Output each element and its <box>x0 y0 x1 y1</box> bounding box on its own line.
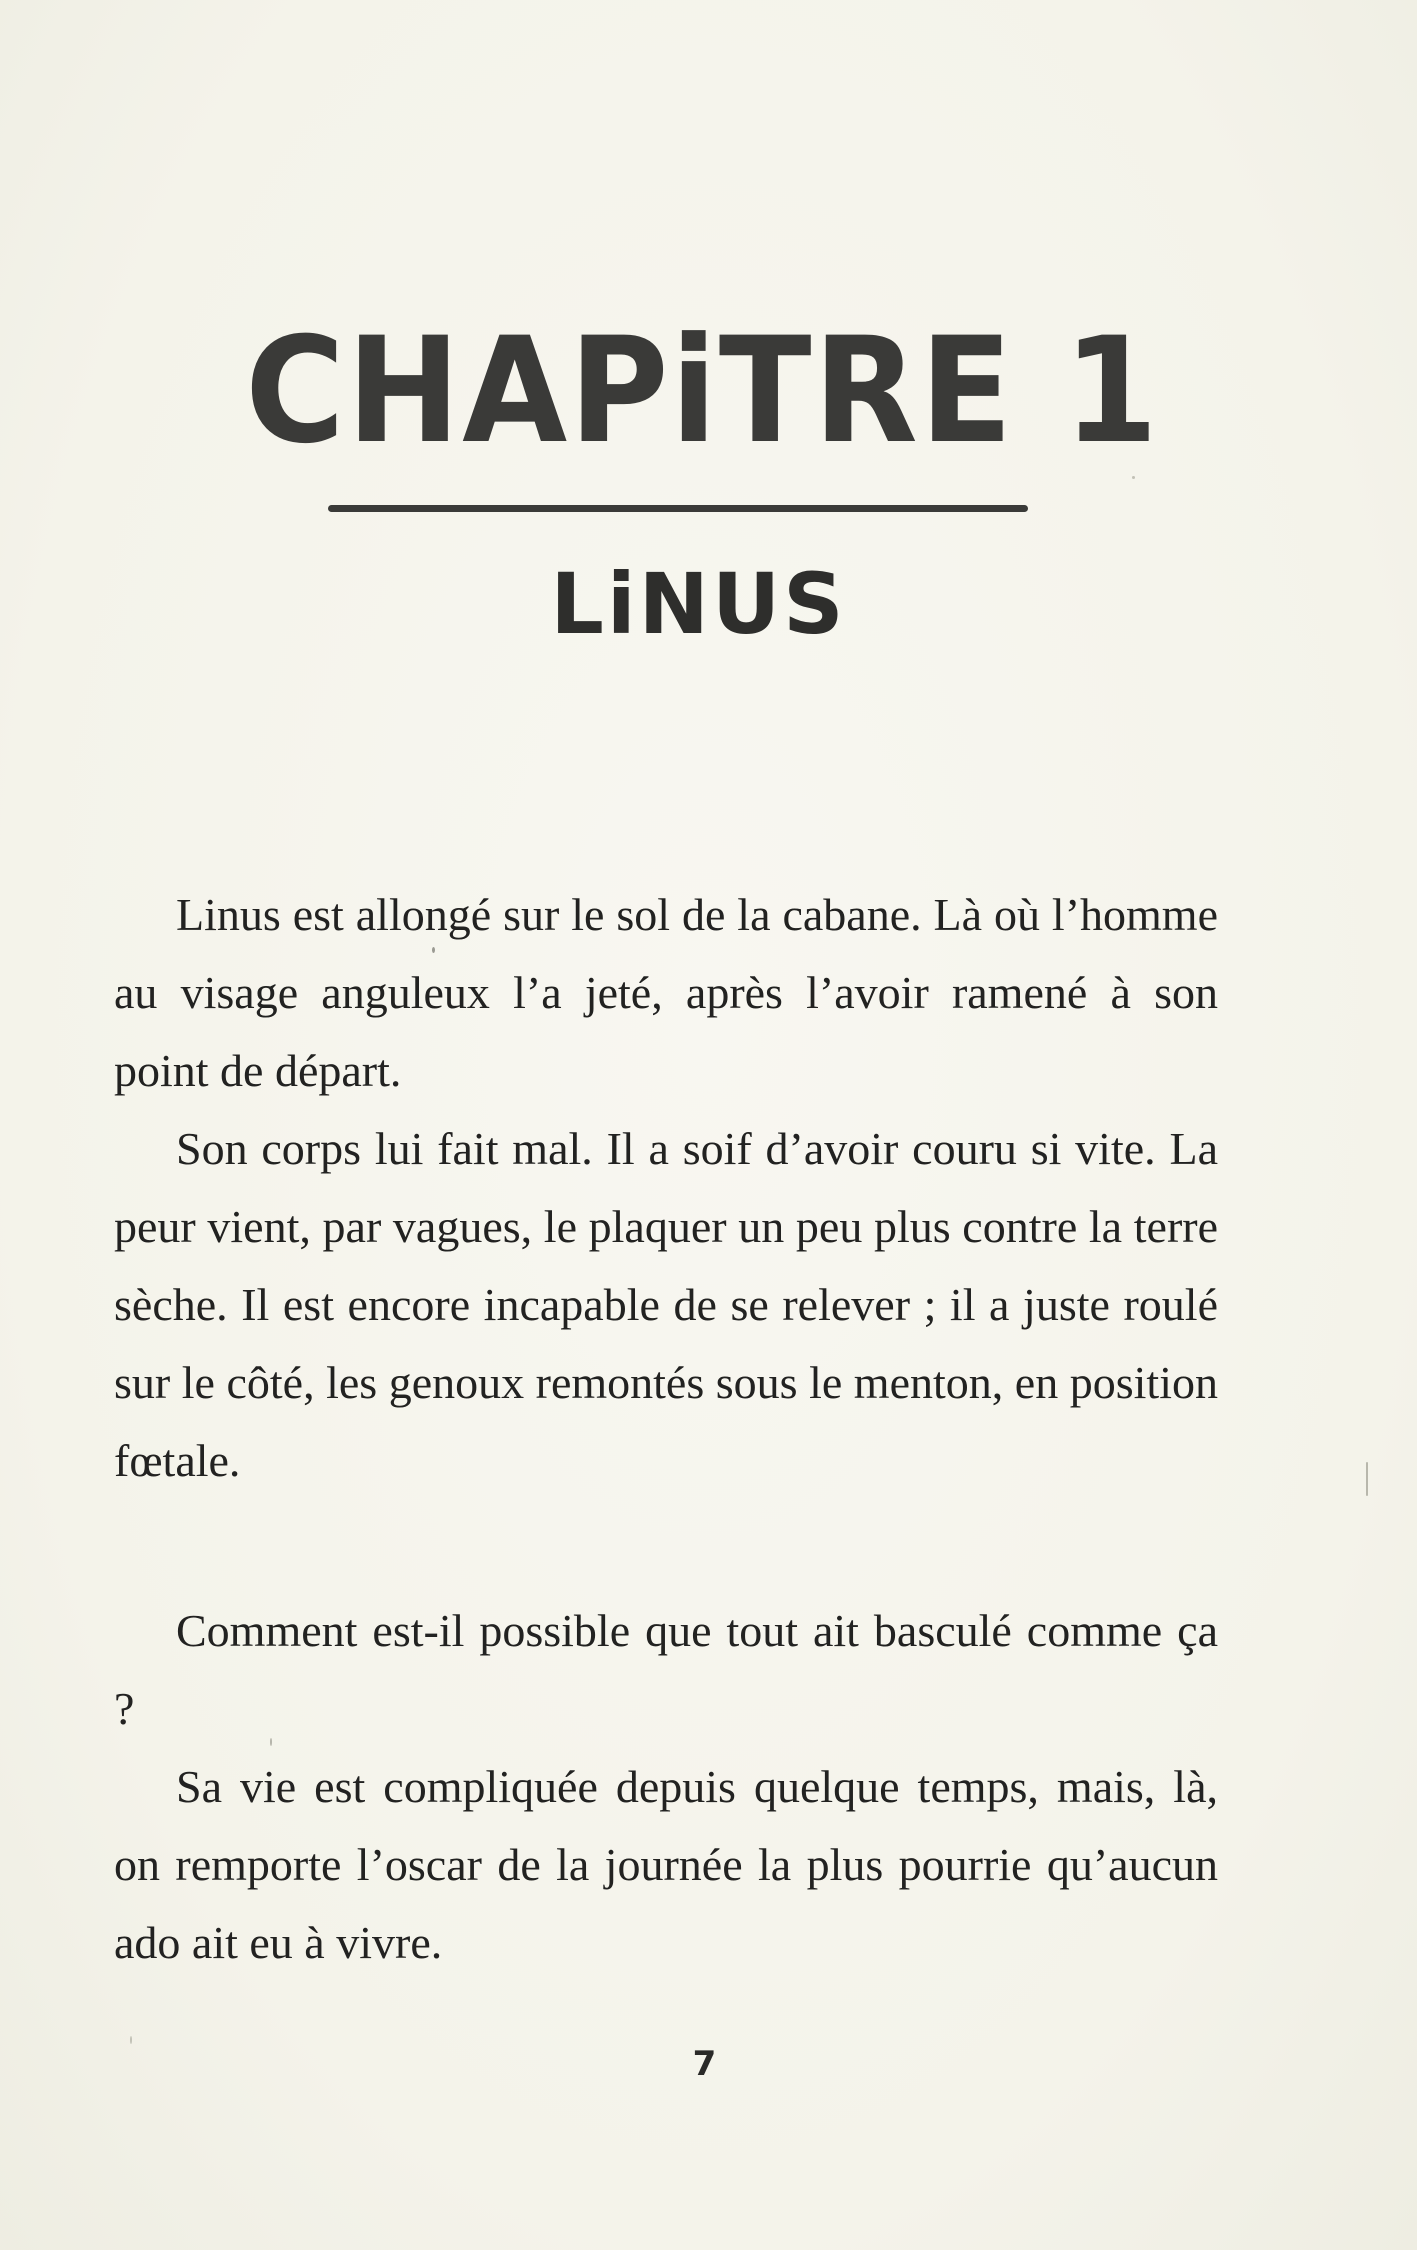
paper-speck <box>1366 1462 1368 1496</box>
chapter-subtitle: LiNUS <box>550 555 847 653</box>
paragraph: Linus est allongé sur le sol de la cabane. Là où l’homme au visage anguleux l’a jeté, après l’avoir ramené à son point de départ. <box>114 889 1218 1096</box>
paper-speck <box>130 2036 132 2044</box>
paragraph: Son corps lui fait mal. Il a soif d’avoir couru si vite. La peur vient, par vagues, le plaquer un peu plus contre la terre sèche. Il est encore incapable de se relever ; il a juste roulé sur le côté, les genoux remontés sous le menton, en position fœtale. <box>114 1123 1218 1486</box>
title-divider <box>328 505 1028 512</box>
paragraph: Comment est-il possible que tout ait basculé comme ça ? <box>114 1605 1218 1734</box>
chapter-title: CHAPiTRE 1 <box>245 306 1160 476</box>
paragraph: Sa vie est compliquée depuis quelque temps, mais, là, on remporte l’oscar de la journée la plus pourrie qu’aucun ado ait eu à vivre. <box>114 1761 1218 1968</box>
paper-speck <box>270 1738 272 1746</box>
paper-speck <box>1132 476 1135 479</box>
paper-speck <box>432 947 435 953</box>
page-number: 7 <box>692 2044 717 2084</box>
text-block-2 <box>114 1592 1218 1982</box>
text-block-1 <box>114 876 1218 1500</box>
